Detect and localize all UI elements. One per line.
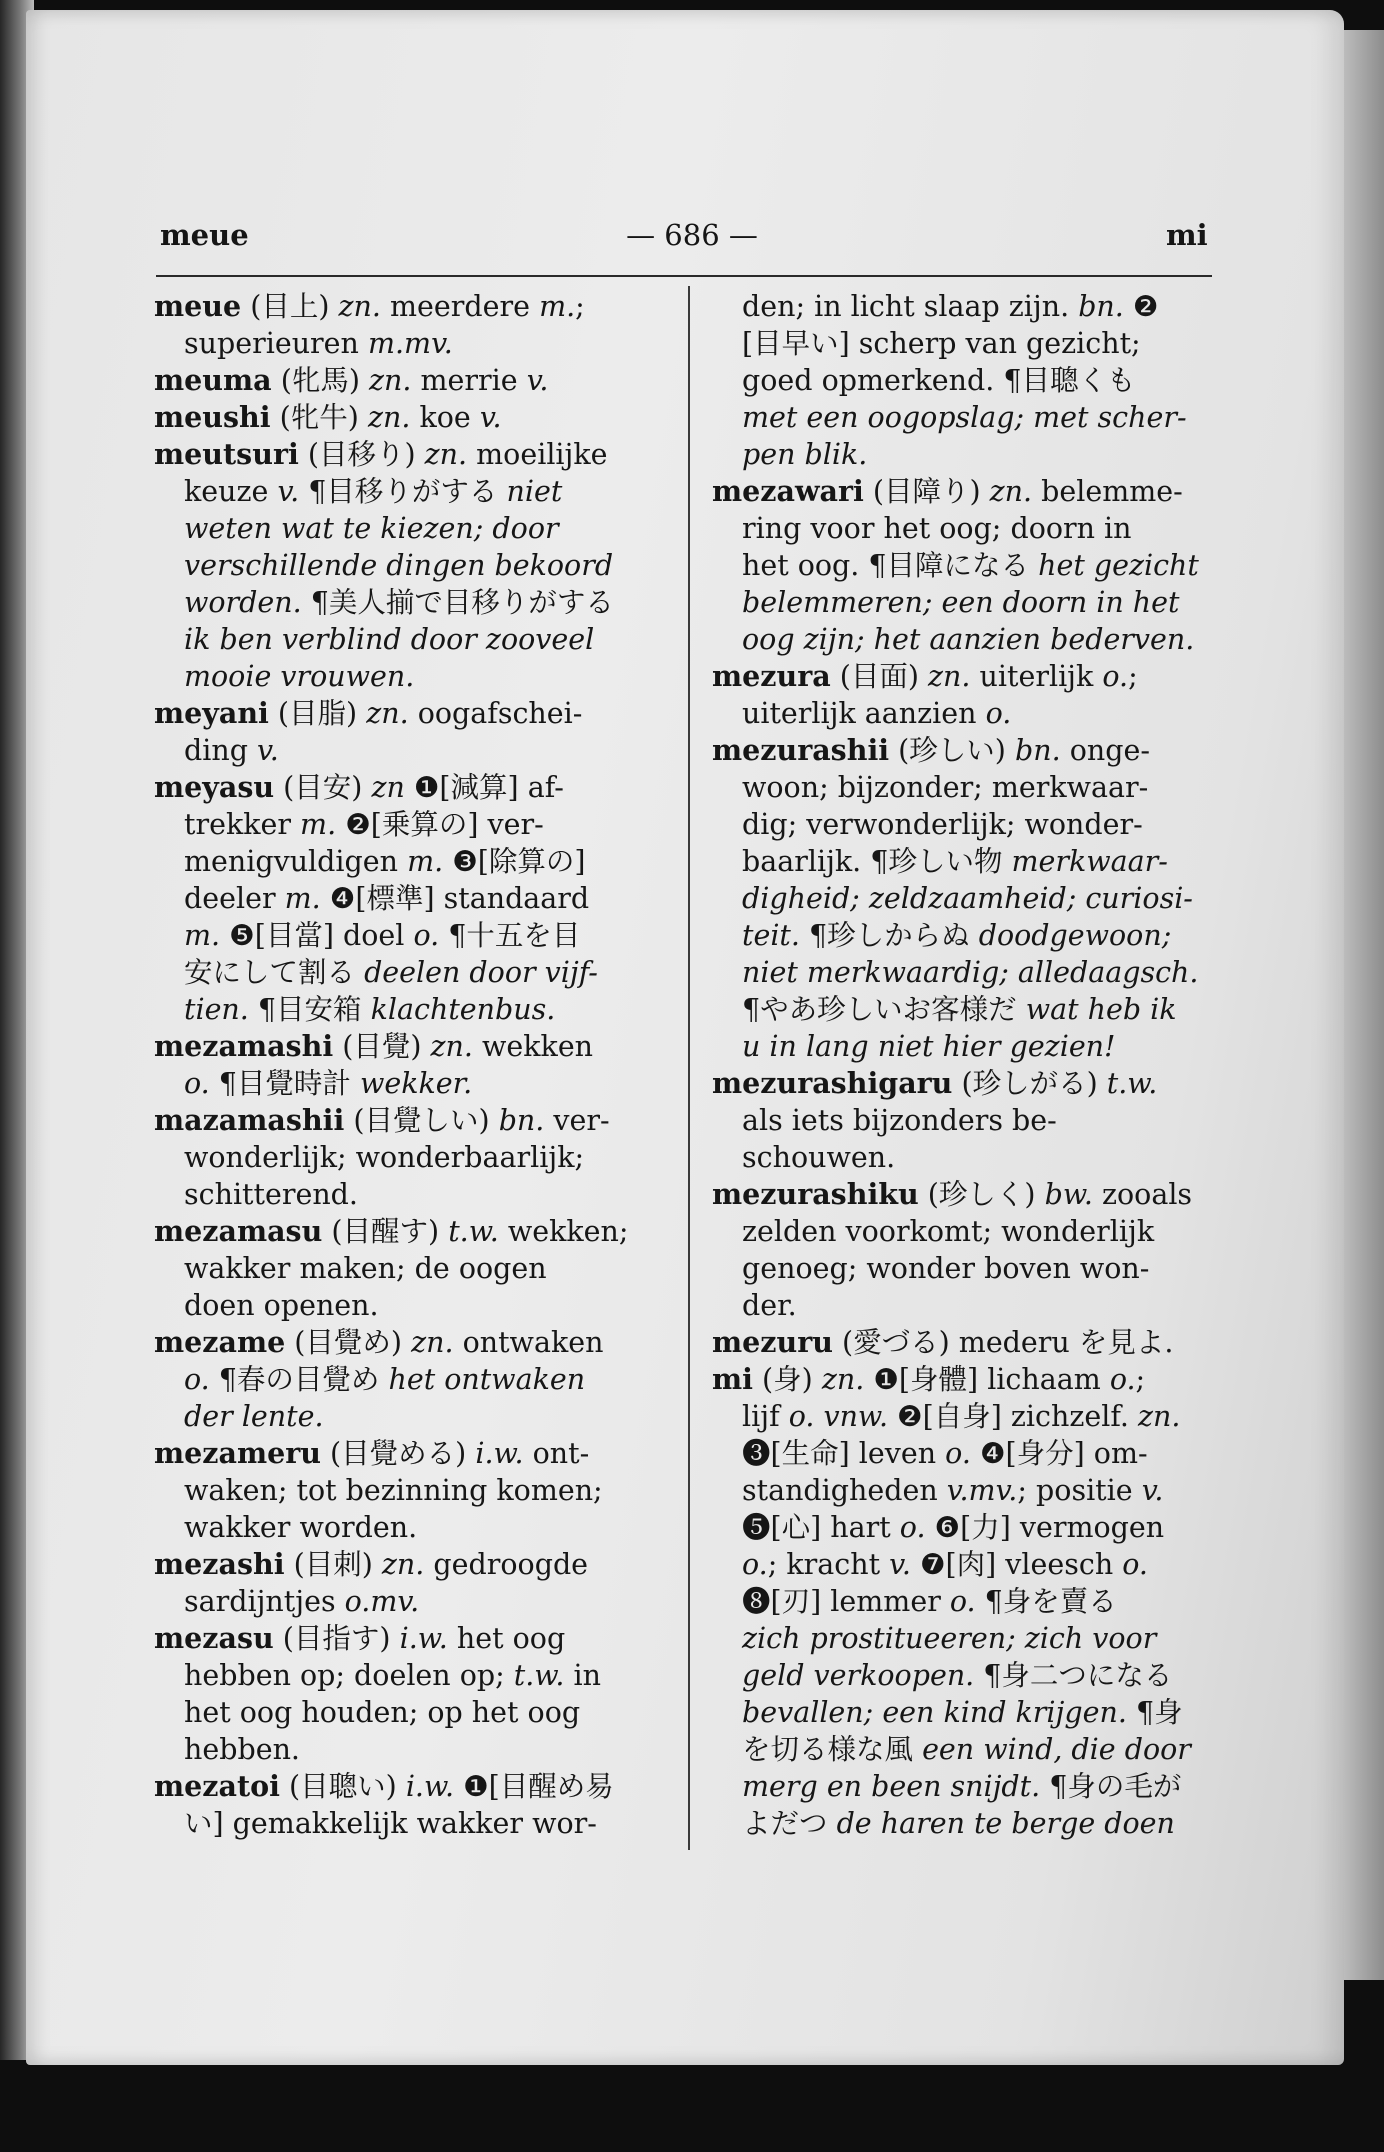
entry-continuation-line (154, 658, 668, 695)
italic-text: o. (945, 1437, 971, 1470)
italic-text: v. (526, 364, 549, 397)
italic-text: o. (788, 1400, 815, 1433)
entry-line (712, 1176, 1226, 1213)
entry-continuation-line (712, 695, 1226, 732)
italic-text: v. (889, 1548, 911, 1581)
italic-text: belemmeren; een doorn in het (742, 586, 1180, 619)
entry-text: sardijntjes (184, 1585, 345, 1618)
entry-continuation-line (712, 1620, 1226, 1657)
entry-line (154, 1546, 668, 1583)
italic-text: de haren te berge doen (836, 1807, 1175, 1840)
entry-continuation-line (154, 1731, 668, 1768)
entry-text: ❷ (1123, 290, 1159, 323)
entry-text: den; in licht slaap zijn. (742, 290, 1079, 323)
entry-continuation-line (712, 1731, 1226, 1768)
entry-text: ❺[心] hart (742, 1511, 900, 1544)
italic-text: geld verkoopen. (742, 1659, 975, 1692)
headword: meutsuri (154, 437, 299, 471)
entry-text: dig; verwonderlijk; wonder- (742, 808, 1143, 841)
italic-text: m. (300, 808, 337, 841)
entry-continuation-line (712, 1546, 1226, 1583)
italic-text: niet merkwaardig; alledaagsch. (742, 956, 1199, 989)
entry-text: ❶[目醒め易 (454, 1770, 614, 1803)
entry-continuation-line (712, 1768, 1226, 1805)
entry-text: baarlijk. ¶珍しい物 (742, 845, 1012, 878)
entry-continuation-line (154, 1176, 668, 1213)
entry-text: ¶目移りがする (299, 475, 507, 508)
entry-continuation-line (712, 1435, 1226, 1472)
italic-text: o. (1122, 1548, 1148, 1581)
entry-line (712, 473, 1226, 510)
italic-text: klachtenbus. (370, 993, 556, 1026)
italic-text: bn. (498, 1104, 545, 1137)
entry-text: woon; bijzonder; merkwaar- (742, 771, 1149, 804)
entry-continuation-line (712, 1139, 1226, 1176)
entry-text: ❷[自身] zichzelf. (888, 1400, 1139, 1433)
entry-text: wonderlijk; wonderbaarlijk; (184, 1141, 585, 1174)
entry-text: meerdere (380, 290, 540, 323)
entry-text: ¶目安箱 (248, 993, 371, 1026)
entry-text: doen openen. (184, 1289, 379, 1322)
entry-continuation-line (712, 288, 1226, 325)
italic-text: o.mv. (344, 1585, 420, 1618)
entry-continuation-line (154, 1361, 668, 1398)
entry-continuation-line (712, 547, 1226, 584)
entry-text: ¶身の毛が (1040, 1770, 1182, 1803)
entry-text: ❸[生命] leven (742, 1437, 946, 1470)
left-guide-word: meue (160, 218, 249, 252)
italic-text: tien. (184, 993, 249, 1026)
entry-text: ontwaken (453, 1326, 604, 1359)
italic-text: o. (184, 1067, 210, 1100)
entry-text: lijf (742, 1400, 789, 1433)
headword: mezamasu (154, 1214, 323, 1248)
entry-continuation-line (712, 436, 1226, 473)
entry-continuation-line (154, 1509, 668, 1546)
entry-text: koe (410, 401, 480, 434)
entry-line (154, 1620, 668, 1657)
entry-continuation-line (712, 1398, 1226, 1435)
italic-text: het gezicht (1038, 549, 1199, 582)
entry-continuation-line (154, 1583, 668, 1620)
entry-text: belemme- (1032, 475, 1183, 508)
entry-text: (目指す) (273, 1622, 400, 1655)
entry-text: genoeg; wonder boven won- (742, 1252, 1150, 1285)
entry-line (154, 436, 668, 473)
entry-text: ¶身二つになる (974, 1659, 1173, 1692)
italic-text: i.w. (399, 1622, 448, 1655)
italic-text: niet (506, 475, 563, 508)
italic-text: teit. (742, 919, 800, 952)
entry-continuation-line (154, 325, 668, 362)
entry-text: het oog (447, 1622, 566, 1655)
headword: mezura (712, 659, 831, 693)
entry-line (712, 1324, 1226, 1361)
headword: meushi (154, 400, 271, 434)
entry-text: het oog. ¶目障になる (742, 549, 1039, 582)
entry-text: (目聰い) (279, 1770, 406, 1803)
entry-text: ❸[除算の] (443, 845, 586, 878)
entry-line (154, 1028, 668, 1065)
entry-continuation-line (712, 1028, 1226, 1065)
entry-continuation-line (154, 547, 668, 584)
entry-continuation-line (712, 1583, 1226, 1620)
entry-text: ❽[刃] lemmer (742, 1585, 950, 1618)
entry-text: uiterlijk (970, 660, 1103, 693)
entry-continuation-line (154, 843, 668, 880)
entry-text: uiterlijk aanzien (742, 697, 986, 730)
entry-text: ding (184, 734, 258, 767)
italic-text: o. (949, 1585, 976, 1618)
italic-text: oog zijn; het aanzien bederven. (742, 623, 1195, 656)
italic-text: zn. (821, 1363, 865, 1396)
headword: mezurashii (712, 733, 890, 767)
italic-text: zn. (338, 290, 381, 323)
entry-text: ; kracht (767, 1548, 890, 1581)
entry-continuation-line (154, 1287, 668, 1324)
entry-text: ❶[減算] af- (404, 771, 564, 804)
entry-line (154, 399, 668, 436)
italic-text: zn. (928, 660, 971, 693)
headword: mezurashiku (712, 1177, 919, 1211)
italic-text: t.w. (1106, 1067, 1158, 1100)
entry-text: ; (1128, 660, 1138, 693)
entry-text: ¶春の目覺め (209, 1363, 389, 1396)
entry-text: waken; tot bezinning komen; (184, 1474, 603, 1507)
entry-text: よだつ (742, 1807, 837, 1840)
italic-text: zn. (369, 364, 412, 397)
entry-text: (目刺) (284, 1548, 382, 1581)
italic-text: o. (1102, 660, 1129, 693)
entry-text: [目早い] scherp van gezicht; (742, 327, 1141, 360)
headword: mezameru (154, 1436, 321, 1470)
entry-text: (愛づる) mederu を見よ. (832, 1326, 1174, 1359)
headword: mezuru (712, 1325, 833, 1359)
italic-text: m. (407, 845, 444, 878)
entry-line (712, 658, 1226, 695)
entry-text: (目覺める) (320, 1437, 476, 1470)
entry-continuation-line (154, 1694, 668, 1731)
entry-continuation-line (712, 584, 1226, 621)
entry-continuation-line (154, 1139, 668, 1176)
entry-line (154, 695, 668, 732)
entry-text: (目醒す) (322, 1215, 449, 1248)
italic-text: o. (184, 1363, 210, 1396)
italic-text: v. (1141, 1474, 1164, 1507)
entry-text: het oog houden; op het oog (184, 1696, 581, 1729)
entry-continuation-line (712, 806, 1226, 843)
italic-text: zn. (411, 1326, 454, 1359)
page-number: — 686 — (626, 218, 758, 252)
headword: mezasu (154, 1621, 274, 1655)
entry-continuation-line (712, 1657, 1226, 1694)
entry-text: (牝牛) (270, 401, 368, 434)
italic-text: t.w. (513, 1659, 565, 1692)
italic-text: t.w. (448, 1215, 499, 1248)
entry-text: ¶十五を目 (439, 919, 581, 952)
entry-text: hebben op; doelen op; (184, 1659, 514, 1692)
italic-text: het ontwaken (388, 1363, 586, 1396)
entry-text: schouwen. (742, 1141, 896, 1174)
entry-line (154, 362, 668, 399)
entry-continuation-line (712, 769, 1226, 806)
italic-text: o. (742, 1548, 768, 1581)
italic-text: o. (413, 919, 440, 952)
entry-continuation-line (154, 917, 668, 954)
entry-continuation-line (712, 1250, 1226, 1287)
entry-text: い] gemakkelijk wakker wor- (184, 1807, 597, 1840)
entry-text: trekker (184, 808, 301, 841)
italic-text: o. (1109, 1363, 1136, 1396)
entry-continuation-line (154, 1250, 668, 1287)
entry-continuation-line (712, 1472, 1226, 1509)
entry-text: ont- (523, 1437, 590, 1470)
entry-text: ¶目覺時計 (209, 1067, 360, 1100)
entry-text: (身) (752, 1363, 822, 1396)
entry-line (154, 769, 668, 806)
entry-continuation-line (712, 1509, 1226, 1546)
entry-text: ❷[乗算の] ver- (336, 808, 544, 841)
headword: mezamashi (154, 1029, 334, 1063)
entry-text: ❹[標準] standaard (320, 882, 590, 915)
italic-text: zn (371, 771, 405, 804)
entry-text: keuze (184, 475, 278, 508)
entry-line (154, 1102, 668, 1139)
entry-text: wekken (472, 1030, 594, 1063)
entry-text: (目安) (274, 771, 372, 804)
italic-text: der lente. (184, 1400, 324, 1433)
entry-text: ring voor het oog; doorn in (742, 512, 1132, 545)
italic-text: zn. (989, 475, 1033, 508)
entry-text: onge- (1060, 734, 1150, 767)
entry-continuation-line (154, 1472, 668, 1509)
headword: mezurashigaru (712, 1066, 953, 1100)
entry-continuation-line (154, 510, 668, 547)
italic-text: mooie vrouwen. (184, 660, 415, 693)
entry-line (154, 1768, 668, 1805)
entry-continuation-line (154, 732, 668, 769)
headword: meyasu (154, 770, 275, 804)
italic-text: i.w. (405, 1770, 455, 1803)
right-column (712, 288, 1226, 1842)
entry-text: moeilijke (467, 438, 608, 471)
entry-line (712, 732, 1226, 769)
entry-text: hebben. (184, 1733, 300, 1766)
next-page-edge (1344, 30, 1384, 1980)
italic-text: deelen door vijf- (364, 956, 598, 989)
headword: meuma (154, 363, 272, 397)
entry-continuation-line (154, 1398, 668, 1435)
entry-text: ¶やあ珍しいお客様だ (742, 993, 1026, 1026)
italic-text: zn. (381, 1548, 425, 1581)
italic-text: bn. (1078, 290, 1124, 323)
italic-text: vnw. (823, 1400, 888, 1433)
italic-text: bevallen; een kind krijgen. (742, 1696, 1127, 1729)
italic-text: pen blik. (742, 438, 868, 471)
italic-text: v. (277, 475, 300, 508)
entry-continuation-line (712, 510, 1226, 547)
italic-text: zn. (366, 697, 409, 730)
entry-text: (目脂) (268, 697, 367, 730)
entry-continuation-line (712, 843, 1226, 880)
entry-text: ; (575, 290, 585, 323)
italic-text: ik ben verblind door zooveel (184, 623, 595, 656)
column-divider (688, 286, 690, 1850)
entry-continuation-line (712, 917, 1226, 954)
italic-text: merkwaar- (1011, 845, 1168, 878)
entry-text: (目障り) (863, 475, 990, 508)
entry-continuation-line (712, 880, 1226, 917)
italic-text: doodgewoon; (978, 919, 1172, 952)
italic-text: worden. (184, 586, 302, 619)
entry-text: ❺[目當] doel (220, 919, 414, 952)
entry-text: zelden voorkomt; wonderlijk (742, 1215, 1155, 1248)
entry-text: der. (742, 1289, 797, 1322)
italic-text: bw. (1044, 1178, 1093, 1211)
entry-line (712, 1361, 1226, 1398)
entry-continuation-line (712, 1102, 1226, 1139)
italic-text: zn. (1138, 1400, 1181, 1433)
entry-text: ¶美人揃で目移りがする (301, 586, 614, 619)
entry-continuation-line (712, 362, 1226, 399)
italic-text: een wind, die door (922, 1733, 1191, 1766)
headword: mi (712, 1362, 753, 1396)
left-column (154, 288, 668, 1842)
italic-text: m.mv. (367, 327, 453, 360)
headword: mezatoi (154, 1769, 280, 1803)
italic-text: o. (899, 1511, 926, 1544)
entry-continuation-line (712, 991, 1226, 1028)
italic-text: verschillende dingen bekoord (184, 549, 614, 582)
entry-continuation-line (712, 1287, 1226, 1324)
entry-continuation-line (712, 954, 1226, 991)
entry-text: wekken; (498, 1215, 629, 1248)
entry-text: deeler (184, 882, 285, 915)
entry-text: schitterend. (184, 1178, 358, 1211)
entry-text: standigheden (742, 1474, 947, 1507)
entry-text: (目上) (241, 290, 339, 323)
headword: meyani (154, 696, 269, 730)
headword: mezashi (154, 1547, 285, 1581)
italic-text: v. (479, 401, 502, 434)
entry-continuation-line (154, 880, 668, 917)
entry-continuation-line (154, 1657, 668, 1694)
entry-continuation-line (154, 954, 668, 991)
entry-text: を切る様な風 (742, 1733, 923, 1766)
entry-continuation-line (154, 991, 668, 1028)
entry-text: (目移り) (298, 438, 425, 471)
italic-text: v.mv. (946, 1474, 1018, 1507)
italic-text: o. (985, 697, 1012, 730)
italic-text: i.w. (475, 1437, 524, 1470)
entry-continuation-line (154, 1805, 668, 1842)
entry-text: in (564, 1659, 601, 1692)
italic-text: m. (184, 919, 221, 952)
entry-text: (目面) (830, 660, 929, 693)
entry-text: ❶[身體] lichaam (864, 1363, 1110, 1396)
italic-text: wat heb ik (1025, 993, 1177, 1026)
italic-text: m. (539, 290, 576, 323)
italic-text: merg en been snijdt. (742, 1770, 1041, 1803)
entry-line (154, 1435, 668, 1472)
headword: mezawari (712, 474, 864, 508)
entry-text: (珍しく) (918, 1178, 1045, 1211)
entry-text: (目覺しい) (344, 1104, 499, 1137)
entry-text: goed opmerkend. ¶目聰くも (742, 364, 1136, 397)
right-guide-word: mi (1166, 218, 1208, 252)
entry-text: (珍しい) (889, 734, 1015, 767)
entry-text: wakker worden. (184, 1511, 418, 1544)
entry-text: gedroogde (424, 1548, 589, 1581)
entry-text: ; positie (1017, 1474, 1142, 1507)
header-rule (156, 275, 1212, 277)
entry-text: zooals (1092, 1178, 1193, 1211)
entry-text: 安にして割る (184, 956, 365, 989)
italic-text: digheid; zeldzaamheid; curiosi- (742, 882, 1193, 915)
entry-continuation-line (712, 621, 1226, 658)
italic-text: wekker. (359, 1067, 473, 1100)
italic-text: u in lang niet hier gezien! (742, 1030, 1116, 1063)
entry-line (154, 1213, 668, 1250)
entry-text: merrie (411, 364, 527, 397)
entry-text: (目覺) (333, 1030, 431, 1063)
entry-continuation-line (712, 1694, 1226, 1731)
entry-continuation-line (712, 1213, 1226, 1250)
italic-text: zn. (424, 438, 468, 471)
entry-continuation-line (712, 325, 1226, 362)
entry-text: menigvuldigen (184, 845, 408, 878)
entry-text: (目覺め) (285, 1326, 412, 1359)
entry-continuation-line (712, 399, 1226, 436)
entry-line (712, 1065, 1226, 1102)
italic-text: weten wat te kiezen; door (184, 512, 559, 545)
entry-text: (珍しがる) (952, 1067, 1107, 1100)
entry-text: ❼[肉] vleesch (910, 1548, 1123, 1581)
entry-text: ❹[身分] om- (970, 1437, 1148, 1470)
italic-text: m. (284, 882, 321, 915)
entry-continuation-line (712, 1805, 1226, 1842)
entry-text: ¶身を賣る (975, 1585, 1117, 1618)
entry-line (154, 288, 668, 325)
entry-continuation-line (154, 1065, 668, 1102)
entry-text: superieuren (184, 327, 368, 360)
entry-continuation-line (154, 473, 668, 510)
entry-continuation-line (154, 806, 668, 843)
headword: meue (154, 289, 242, 323)
italic-text: zn. (430, 1030, 473, 1063)
entry-continuation-line (154, 621, 668, 658)
entry-text: ver- (544, 1104, 610, 1137)
italic-text: v. (257, 734, 279, 767)
entry-line (154, 1324, 668, 1361)
entry-text: ; (1135, 1363, 1146, 1396)
entry-text: oogafschei- (408, 697, 583, 730)
headword: mazamashii (154, 1103, 345, 1137)
entry-text: wakker maken; de oogen (184, 1252, 547, 1285)
italic-text: zich prostitueeren; zich voor (742, 1622, 1157, 1655)
entry-text: ¶身 (1126, 1696, 1183, 1729)
italic-text: bn. (1014, 734, 1061, 767)
entry-text: als iets bijzonders be- (742, 1104, 1057, 1137)
entry-text: (牝馬) (271, 364, 369, 397)
entry-text: ¶珍しからぬ (799, 919, 979, 952)
italic-text: met een oogopslag; met scher- (742, 401, 1187, 434)
italic-text: zn. (367, 401, 411, 434)
headword: mezame (154, 1325, 286, 1359)
entry-text: ❻[力] vermogen (925, 1511, 1165, 1544)
entry-continuation-line (154, 584, 668, 621)
